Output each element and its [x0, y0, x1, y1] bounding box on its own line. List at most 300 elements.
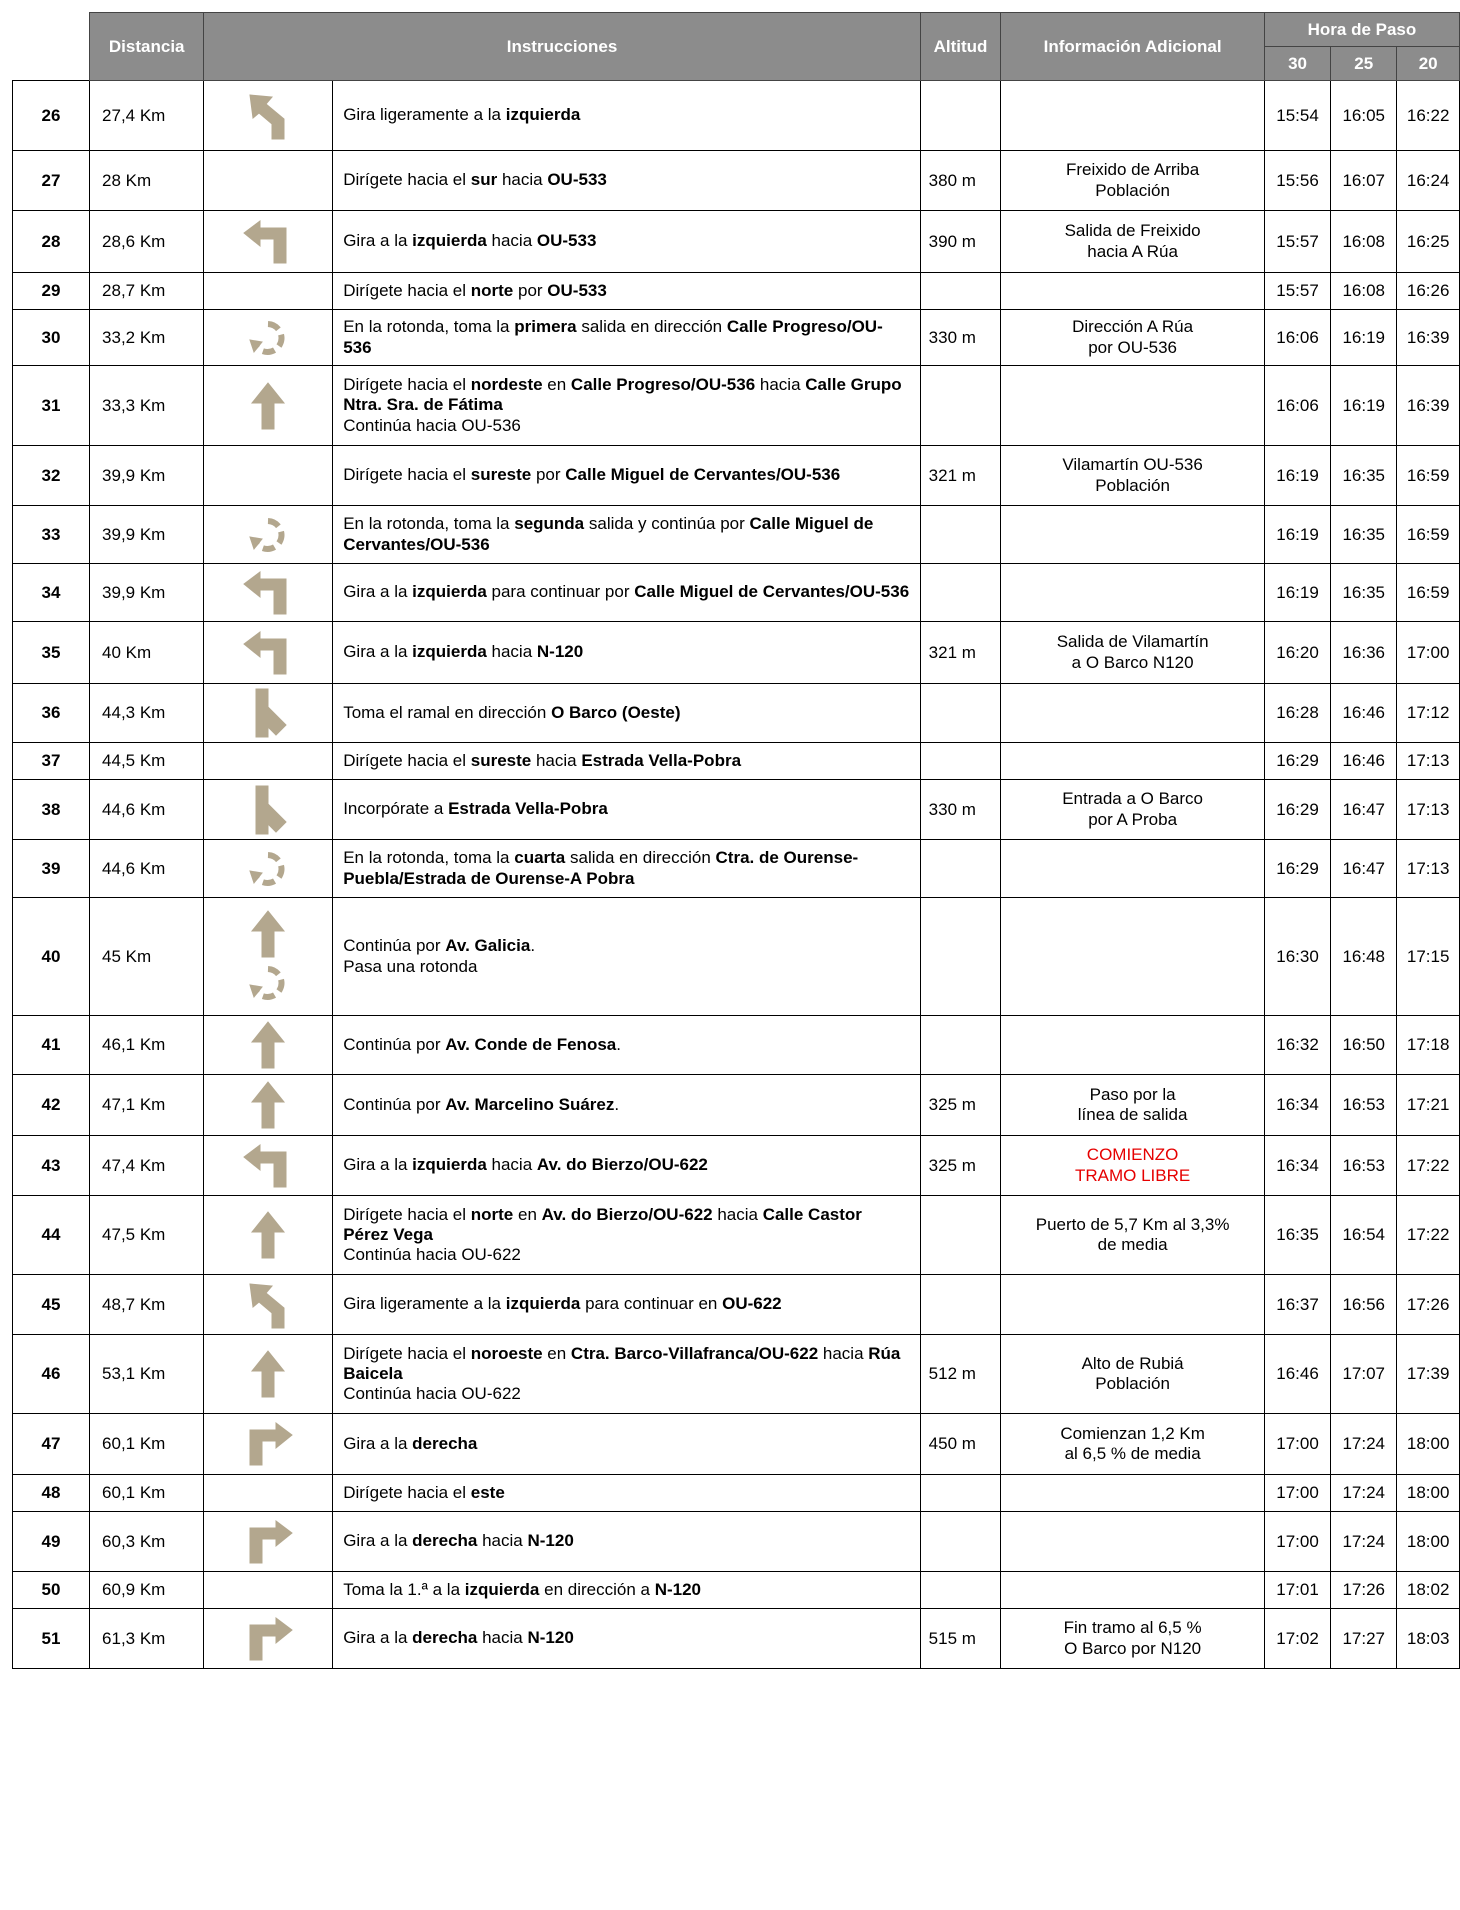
time-value: 17:22 — [1406, 1155, 1450, 1175]
time-cell-30 — [1264, 780, 1330, 840]
table-row — [13, 81, 1460, 151]
time-value: 17:18 — [1406, 1035, 1450, 1054]
info-line: Dirección A Rúa — [1072, 317, 1194, 337]
instruction-bold-text: sureste — [470, 465, 532, 485]
time-value: 17:15 — [1406, 946, 1450, 966]
time-value: 16:39 — [1406, 327, 1450, 347]
instruction-text: Gira a la — [343, 1155, 413, 1175]
instruction-bold-text: este — [470, 1482, 505, 1502]
time-cell-30 — [1264, 446, 1330, 506]
time-value: 17:13 — [1406, 858, 1450, 878]
table-row — [13, 1572, 1460, 1609]
instruction-text: Incorpórate a — [343, 799, 449, 819]
step-number-cell — [13, 1136, 90, 1196]
instruction-cell — [333, 1335, 920, 1414]
time-value: 16:37 — [1276, 1294, 1319, 1314]
info-line: Vilamartín OU-536 — [1062, 455, 1203, 475]
altitude-value: 512 m — [928, 1364, 976, 1383]
time-value: 17:13 — [1406, 751, 1450, 770]
header-time-group: Hora de Paso — [1264, 13, 1459, 47]
arrow-straight-icon — [248, 381, 288, 431]
table-row — [13, 366, 1460, 446]
maneuver-icon-cell — [204, 1196, 333, 1275]
instruction-text: hacia — [477, 1531, 528, 1551]
altitude-cell — [920, 1512, 1001, 1572]
instruction-text: hacia — [755, 375, 806, 395]
instruction-text: para continuar en — [580, 1294, 723, 1314]
info-cell — [1001, 366, 1265, 446]
step-number: 27 — [41, 170, 61, 190]
step-number: 37 — [41, 751, 61, 770]
instruction-cell — [333, 1136, 920, 1196]
time-cell-20 — [1397, 1572, 1460, 1609]
instruction-bold-text: Calle Miguel de Cervantes/OU-536 — [565, 465, 841, 485]
maneuver-icon-cell — [204, 273, 333, 310]
instruction-bold-text: Estrada Vella-Pobra — [448, 799, 608, 819]
step-number: 49 — [41, 1531, 61, 1551]
time-value: 16:26 — [1406, 281, 1450, 300]
distance-cell — [90, 1609, 204, 1669]
time-value: 16:47 — [1342, 799, 1385, 819]
table-row — [13, 1136, 1460, 1196]
distance-value: 60,1 Km — [102, 1434, 166, 1453]
roundabout-icon — [248, 316, 288, 360]
info-cell — [1001, 1335, 1265, 1414]
altitude-cell — [920, 1335, 1001, 1414]
instruction-text: salida en dirección — [576, 317, 727, 337]
time-cell-20 — [1397, 211, 1460, 273]
instruction-text: Dirígete hacia el — [343, 1343, 471, 1363]
distance-cell — [90, 211, 204, 273]
instruction-text: Gira ligeramente a la — [343, 105, 506, 125]
time-cell-30 — [1264, 1196, 1330, 1275]
time-value: 16:19 — [1276, 465, 1319, 485]
time-cell-25 — [1331, 1572, 1397, 1609]
time-value: 17:27 — [1342, 1628, 1385, 1648]
table-row — [13, 1196, 1460, 1275]
step-number-cell — [13, 1016, 90, 1075]
distance-value: 47,4 Km — [102, 1155, 166, 1175]
step-number: 51 — [41, 1628, 61, 1648]
instruction-bold-text: cuarta — [514, 848, 566, 868]
time-value: 16:59 — [1406, 524, 1450, 544]
header-speed-20: 20 — [1397, 47, 1460, 81]
instruction-text: hacia — [712, 1204, 763, 1224]
distance-value: 39,9 Km — [102, 465, 166, 485]
altitude-value: 380 m — [928, 170, 976, 190]
time-cell-20 — [1397, 366, 1460, 446]
table-row — [13, 1335, 1460, 1414]
time-cell-30 — [1264, 1335, 1330, 1414]
info-line: al 6,5 % de media — [1064, 1444, 1201, 1463]
altitude-cell — [920, 1572, 1001, 1609]
info-cell — [1001, 1275, 1265, 1335]
distance-cell — [90, 840, 204, 898]
arrow-straight-icon — [248, 909, 288, 959]
distance-cell — [90, 366, 204, 446]
maneuver-icon-cell — [204, 898, 333, 1016]
maneuver-icon-cell — [204, 1016, 333, 1075]
maneuver-icon-cell — [204, 366, 333, 446]
maneuver-icon-cell — [204, 1275, 333, 1335]
table-row — [13, 273, 1460, 310]
instruction-text: Continúa por — [343, 1034, 446, 1054]
distance-value: 47,5 Km — [102, 1225, 166, 1244]
table-row — [13, 1475, 1460, 1512]
instruction-bold-text: Calle Miguel de Cervantes/OU-536 — [343, 514, 874, 554]
instruction-bold-text: Rúa Baicela — [343, 1343, 901, 1383]
step-number-cell — [13, 898, 90, 1016]
time-cell-20 — [1397, 446, 1460, 506]
arrow-slight-left-icon — [244, 91, 292, 141]
time-value: 18:00 — [1406, 1483, 1450, 1502]
instruction-bold-text: Calle Miguel de Cervantes/OU-536 — [634, 582, 910, 602]
instruction-text: Continúa hacia OU-536 — [343, 415, 521, 435]
time-cell-25 — [1331, 81, 1397, 151]
time-value: 16:25 — [1406, 231, 1450, 251]
altitude-value: 330 m — [928, 799, 976, 819]
time-cell-30 — [1264, 151, 1330, 211]
info-line: TRAMO LIBRE — [1074, 1165, 1191, 1185]
time-cell-30 — [1264, 622, 1330, 684]
instruction-text: Dirígete hacia el — [343, 1204, 471, 1224]
table-row — [13, 622, 1460, 684]
arrow-turn-right-icon — [240, 1519, 296, 1565]
instruction-bold-text: derecha — [412, 1531, 478, 1551]
info-cell — [1001, 151, 1265, 211]
distance-value: 48,7 Km — [102, 1294, 166, 1314]
maneuver-icon-cell — [204, 211, 333, 273]
step-number-cell — [13, 1335, 90, 1414]
distance-cell — [90, 684, 204, 743]
step-number: 47 — [41, 1434, 61, 1453]
altitude-cell — [920, 81, 1001, 151]
time-value: 16:48 — [1342, 946, 1385, 966]
instruction-text: para continuar por — [486, 582, 635, 602]
time-value: 16:34 — [1276, 1155, 1319, 1175]
time-value: 16:53 — [1342, 1095, 1385, 1114]
distance-value: 53,1 Km — [102, 1364, 166, 1383]
arrow-straight-icon — [248, 1080, 288, 1130]
instruction-text: Gira a la — [343, 1531, 413, 1551]
step-number-cell — [13, 1196, 90, 1275]
distance-value: 44,3 Km — [102, 703, 166, 722]
time-value: 16:53 — [1342, 1155, 1385, 1175]
time-cell-20 — [1397, 151, 1460, 211]
time-value: 17:24 — [1342, 1483, 1385, 1502]
time-value: 18:00 — [1406, 1531, 1450, 1551]
instruction-text: Gira a la — [343, 582, 413, 602]
instruction-cell — [333, 1016, 920, 1075]
instruction-cell — [333, 743, 920, 780]
time-cell-20 — [1397, 1414, 1460, 1475]
instruction-cell — [333, 310, 920, 366]
info-line: a O Barco N120 — [1071, 652, 1194, 672]
time-value: 16:35 — [1342, 582, 1385, 602]
table-row — [13, 684, 1460, 743]
roundabout-icon — [248, 961, 288, 1005]
distance-value: 27,4 Km — [102, 105, 166, 125]
distance-cell — [90, 1016, 204, 1075]
time-value: 16:08 — [1342, 231, 1385, 251]
maneuver-icon-cell — [204, 310, 333, 366]
arrow-straight-icon — [248, 1020, 288, 1070]
maneuver-icon-cell — [204, 151, 333, 211]
distance-value: 61,3 Km — [102, 1628, 166, 1648]
distance-cell — [90, 446, 204, 506]
info-line: Comienzan 1,2 Km — [1060, 1423, 1205, 1443]
instruction-bold-text: Calle Progreso/OU-536 — [570, 375, 756, 395]
time-value: 16:39 — [1406, 395, 1450, 415]
step-number: 30 — [41, 327, 61, 347]
instruction-text: Gira a la — [343, 1433, 413, 1453]
time-value: 16:46 — [1342, 751, 1385, 770]
altitude-cell — [920, 310, 1001, 366]
maneuver-icon-cell — [204, 1512, 333, 1572]
time-cell-20 — [1397, 1335, 1460, 1414]
instruction-text: Continúa por — [343, 1094, 446, 1114]
altitude-value: 515 m — [928, 1628, 976, 1648]
distance-cell — [90, 743, 204, 780]
time-cell-30 — [1264, 211, 1330, 273]
distance-cell — [90, 506, 204, 564]
instruction-text: Pasa una rotonda — [343, 956, 478, 976]
info-cell — [1001, 1136, 1265, 1196]
instruction-bold-text: primera — [514, 317, 577, 337]
maneuver-icon-cell — [204, 81, 333, 151]
time-cell-30 — [1264, 840, 1330, 898]
step-number: 38 — [41, 799, 61, 819]
header-altitude: Altitud — [920, 13, 1001, 81]
instruction-text: en — [542, 1343, 571, 1363]
altitude-value: 325 m — [928, 1095, 976, 1114]
info-line: línea de salida — [1077, 1105, 1188, 1124]
step-number-cell — [13, 840, 90, 898]
instruction-bold-text: izquierda — [412, 231, 487, 251]
time-value: 16:34 — [1276, 1095, 1319, 1114]
step-number-cell — [13, 506, 90, 564]
step-number-cell — [13, 684, 90, 743]
altitude-cell — [920, 1075, 1001, 1136]
instruction-bold-text: Ctra. Barco-Villafranca/OU-622 — [570, 1343, 819, 1363]
info-line: Paso por la — [1089, 1084, 1176, 1104]
maneuver-icon-cell — [204, 743, 333, 780]
step-number: 28 — [41, 231, 61, 251]
instruction-text: Gira a la — [343, 231, 413, 251]
instruction-cell — [333, 684, 920, 743]
time-cell-20 — [1397, 273, 1460, 310]
time-value: 16:19 — [1342, 327, 1385, 347]
instruction-bold-text: Av. Marcelino Suárez — [445, 1094, 615, 1114]
distance-cell — [90, 1136, 204, 1196]
distance-cell — [90, 1572, 204, 1609]
time-cell-20 — [1397, 898, 1460, 1016]
distance-value: 40 Km — [102, 642, 152, 662]
altitude-cell — [920, 1196, 1001, 1275]
step-number-cell — [13, 564, 90, 622]
step-number: 41 — [41, 1035, 61, 1054]
time-cell-20 — [1397, 1075, 1460, 1136]
table-row — [13, 446, 1460, 506]
altitude-cell — [920, 151, 1001, 211]
instruction-bold-text: Calle Progreso/OU-536 — [343, 317, 883, 357]
distance-cell — [90, 622, 204, 684]
instruction-text: Dirígete hacia el — [343, 375, 471, 395]
time-cell-20 — [1397, 1196, 1460, 1275]
roundabout-icon — [248, 513, 288, 557]
instruction-text: . — [616, 1034, 621, 1054]
time-value: 17:00 — [1276, 1483, 1319, 1502]
step-number: 40 — [41, 946, 61, 966]
altitude-cell — [920, 1609, 1001, 1669]
time-value: 18:03 — [1406, 1628, 1450, 1648]
instruction-text: Dirígete hacia el — [343, 170, 471, 190]
altitude-cell — [920, 564, 1001, 622]
distance-value: 46,1 Km — [102, 1035, 166, 1054]
instruction-cell — [333, 1475, 920, 1512]
time-cell-30 — [1264, 310, 1330, 366]
instruction-text: en dirección a — [539, 1579, 655, 1599]
distance-cell — [90, 1475, 204, 1512]
ramp-right-icon — [248, 784, 288, 836]
instruction-cell — [333, 1414, 920, 1475]
instruction-text: Dirígete hacia el — [343, 280, 471, 300]
maneuver-icon-cell — [204, 1572, 333, 1609]
table-row — [13, 780, 1460, 840]
distance-cell — [90, 1075, 204, 1136]
time-value: 16:29 — [1276, 799, 1319, 819]
instruction-cell — [333, 780, 920, 840]
time-value: 16:20 — [1276, 642, 1319, 662]
altitude-cell — [920, 780, 1001, 840]
altitude-value: 325 m — [928, 1155, 976, 1175]
info-cell — [1001, 446, 1265, 506]
instruction-text: . — [530, 936, 536, 956]
time-cell-25 — [1331, 1512, 1397, 1572]
instruction-bold-text: izquierda — [464, 1579, 540, 1599]
maneuver-icon-cell — [204, 1335, 333, 1414]
step-number-cell — [13, 622, 90, 684]
time-cell-30 — [1264, 273, 1330, 310]
time-value: 16:46 — [1276, 1364, 1319, 1383]
time-value: 16:47 — [1342, 858, 1385, 878]
time-cell-20 — [1397, 1609, 1460, 1669]
step-number-cell — [13, 743, 90, 780]
time-cell-30 — [1264, 1075, 1330, 1136]
table-row — [13, 506, 1460, 564]
instruction-cell — [333, 1572, 920, 1609]
time-value: 17:13 — [1406, 799, 1450, 819]
altitude-cell — [920, 1475, 1001, 1512]
arrow-slight-left-icon — [244, 1280, 292, 1330]
time-value: 16:59 — [1406, 465, 1450, 485]
info-cell — [1001, 1414, 1265, 1475]
table-row — [13, 1609, 1460, 1669]
distance-value: 28,7 Km — [102, 281, 166, 300]
time-cell-20 — [1397, 1136, 1460, 1196]
table-row — [13, 564, 1460, 622]
time-cell-25 — [1331, 1075, 1397, 1136]
info-line: hacia A Rúa — [1087, 241, 1178, 261]
info-line: Puerto de 5,7 Km al 3,3% — [1035, 1214, 1230, 1234]
instruction-bold-text: izquierda — [412, 1155, 487, 1175]
instruction-cell — [333, 366, 920, 446]
step-number: 42 — [41, 1095, 61, 1114]
time-cell-25 — [1331, 310, 1397, 366]
step-number-cell — [13, 1609, 90, 1669]
info-line: Alto de Rubiá — [1081, 1353, 1184, 1373]
time-value: 16:19 — [1276, 582, 1319, 602]
time-cell-30 — [1264, 81, 1330, 151]
time-cell-30 — [1264, 898, 1330, 1016]
instruction-text: Gira ligeramente a la — [343, 1294, 506, 1314]
step-number-cell — [13, 310, 90, 366]
distance-value: 39,9 Km — [102, 524, 166, 544]
instruction-bold-text: N-120 — [536, 642, 584, 662]
table-row — [13, 1275, 1460, 1335]
info-cell — [1001, 1016, 1265, 1075]
arrow-turn-right-icon — [240, 1616, 296, 1662]
instruction-text: en — [513, 1204, 542, 1224]
time-value: 16:35 — [1276, 1225, 1319, 1244]
instruction-bold-text: nordeste — [470, 375, 543, 395]
instruction-bold-text: segunda — [514, 514, 585, 534]
time-cell-25 — [1331, 1275, 1397, 1335]
step-number: 46 — [41, 1364, 61, 1383]
time-value: 16:06 — [1276, 327, 1319, 347]
altitude-cell — [920, 1016, 1001, 1075]
instruction-bold-text: Av. Conde de Fenosa — [445, 1034, 617, 1054]
header-info: Información Adicional — [1001, 13, 1265, 81]
altitude-cell — [920, 273, 1001, 310]
instruction-cell — [333, 446, 920, 506]
time-cell-30 — [1264, 506, 1330, 564]
arrow-turn-left-icon — [240, 570, 296, 616]
instruction-bold-text: derecha — [412, 1628, 478, 1648]
info-cell — [1001, 506, 1265, 564]
time-cell-30 — [1264, 1512, 1330, 1572]
instruction-text: hacia — [497, 170, 548, 190]
arrow-straight-icon — [248, 1210, 288, 1260]
time-value: 17:01 — [1276, 1580, 1319, 1599]
step-number: 31 — [41, 395, 61, 415]
table-row — [13, 1414, 1460, 1475]
time-cell-20 — [1397, 743, 1460, 780]
altitude-cell — [920, 898, 1001, 1016]
maneuver-icon-cell — [204, 1609, 333, 1669]
time-value: 16:56 — [1342, 1294, 1385, 1314]
time-value: 16:36 — [1342, 642, 1385, 662]
maneuver-icon-cell — [204, 840, 333, 898]
instruction-bold-text: norte — [470, 1204, 514, 1224]
time-value: 16:28 — [1276, 703, 1319, 722]
time-cell-30 — [1264, 1016, 1330, 1075]
time-cell-25 — [1331, 273, 1397, 310]
instruction-bold-text: Av. Galicia — [445, 936, 531, 956]
instruction-bold-text: Estrada Vella-Pobra — [581, 750, 742, 770]
step-number: 36 — [41, 703, 61, 722]
distance-value: 44,6 Km — [102, 858, 166, 878]
instruction-bold-text: Ctra. de Ourense-Puebla/Estrada de Ourense-A Pobra — [343, 848, 859, 888]
time-cell-30 — [1264, 1414, 1330, 1475]
step-number-cell — [13, 1414, 90, 1475]
step-number: 32 — [41, 465, 61, 485]
step-number-cell — [13, 1572, 90, 1609]
time-value: 17:00 — [1276, 1531, 1319, 1551]
step-number: 43 — [41, 1155, 61, 1175]
time-cell-25 — [1331, 1335, 1397, 1414]
step-number: 29 — [41, 281, 61, 300]
